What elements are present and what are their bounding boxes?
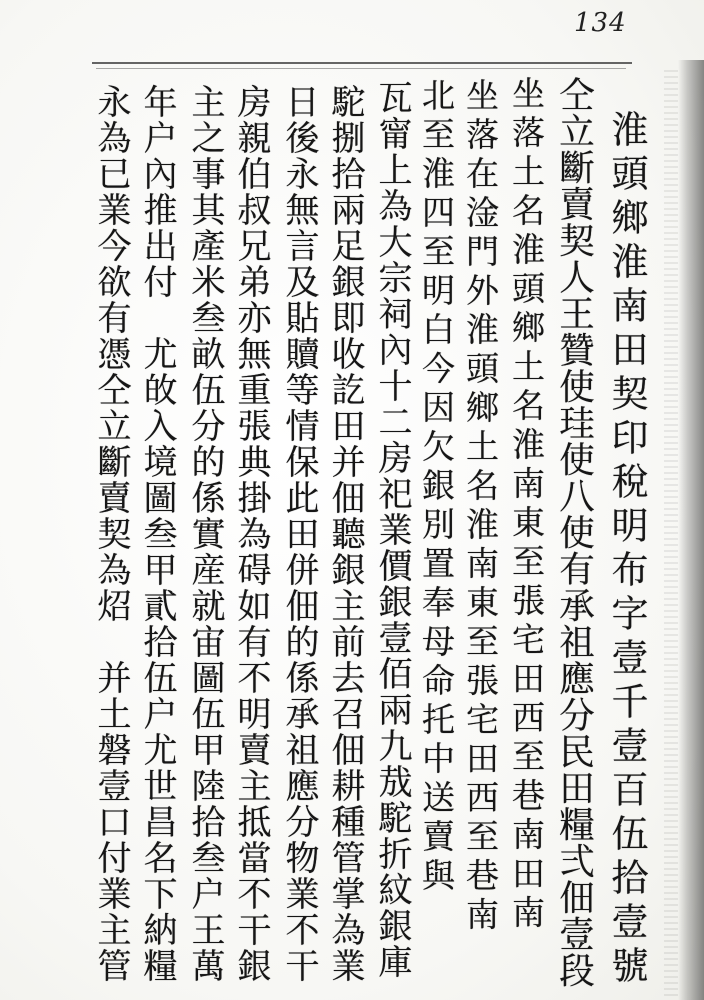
top-rule [92,62,632,64]
text-column: 主之事其產米叁畝伍分的係實産就宙圖伍甲陸拾叁户王萬 [185,84,225,984]
page-number: 134 [574,8,627,38]
text-column: 仝立斷賣契人王贊使珪使八使有承祖應分民田糧弍佃壹段 [553,76,595,989]
text-column: 房親伯叔兄弟亦無重張典掛為碍如有不明賣主抵當不干銀 [231,84,271,984]
text-column: 永為已業今欲有憑仝立斷賣契為炤 并土磐壹口付業主管 [91,84,131,984]
text-column-title: 淮頭鄉淮南田契印稅明布字壹千壹百伍拾壹號 [605,110,648,990]
vertical-text-block [70,66,670,990]
text-column: 年户內推出付 尤敀入境圖叁甲貳拾伍户尤世昌名下納糧 [137,84,177,984]
text-column: 坐落在淦門外淮頭鄉土名淮南東至張宅田西至巷南 [461,78,500,936]
text-column: 日後永無言及貼贖等情保此田併佃的係承祖應分物業不干 [279,84,319,984]
binding-edge [678,60,704,1000]
text-column: 駝捌拾兩足銀即收訖田并佃聽銀主前去召佃耕種管掌為業 [325,84,365,984]
text-column: 坐落土名淮頭鄉土名淮南東至張宅田西至巷南田南 [507,76,546,934]
text-column: 北至淮四至明白今因欠銀別置奉母命托中送賣與 [417,78,456,897]
text-column: 瓦甯上為大宗祠內十二房祀業價銀壹佰兩九㦲駝折紋銀庫 [372,80,412,980]
